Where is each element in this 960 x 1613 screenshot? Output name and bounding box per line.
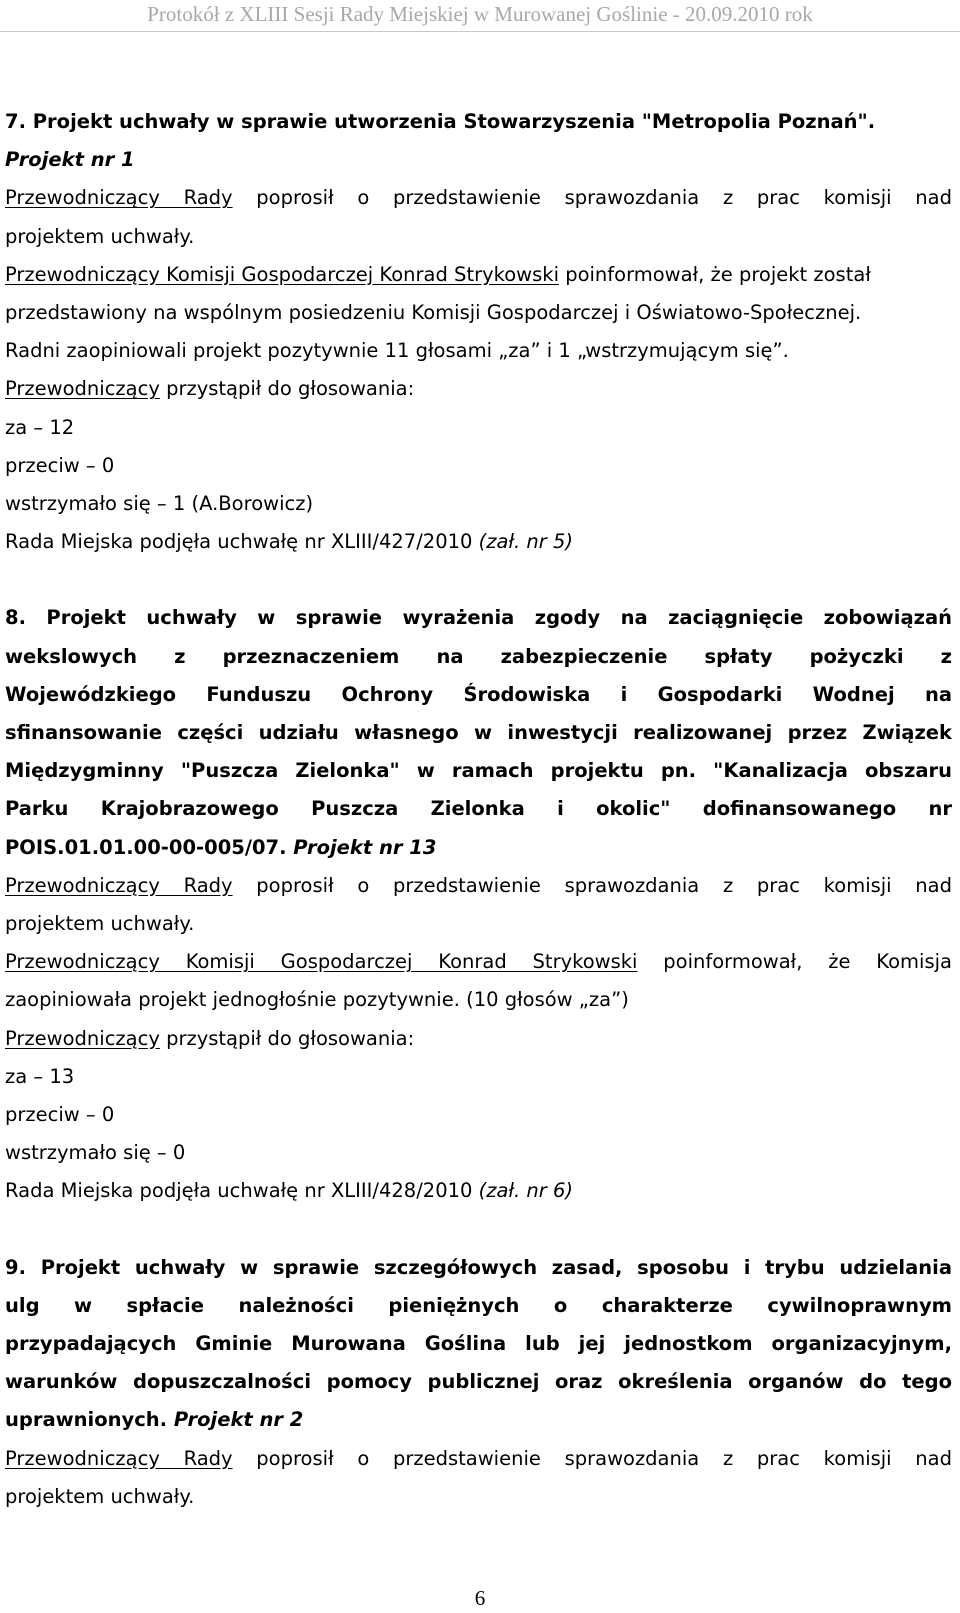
section-7-committee-report-cont: przedstawiony na wspólnym posiedzeniu Komisji Gospodarczej i Oświatowo-Społecznej.	[5, 300, 862, 324]
section-8-heading-line: POIS.01.01.00-00-005/07.	[5, 835, 294, 859]
section-8-vote-for: za – 13	[5, 1064, 75, 1088]
section-7-vote-against: przeciw – 0	[5, 453, 115, 477]
resolution-attachment: (zał. nr 5)	[478, 530, 573, 554]
resolution-text: Rada Miejska podjęła uchwałę nr XLIII/427/2010	[5, 530, 479, 554]
section-9-heading-last	[5, 1401, 952, 1439]
vote-intro-text: przystąpił do głosowania:	[159, 1026, 415, 1050]
spacer	[5, 561, 952, 599]
vote-chair-name: Przewodniczący	[5, 1026, 160, 1050]
section-8-heading-line: Międzygminny "Puszcza Zielonka" w ramach projektu pn. "Kanalizacja obszaru	[5, 759, 952, 783]
section-8-vote-abstain: wstrzymało się – 0	[5, 1141, 186, 1165]
section-8-heading-line: wekslowych z przeznaczeniem na zabezpieczenie spłaty pożyczki z	[5, 644, 952, 668]
section-7-vote-intro	[5, 370, 952, 408]
chair-name: Przewodniczący Rady	[5, 1446, 233, 1470]
section-7-chair-request	[5, 179, 952, 217]
section-8-heading-line: 8. Projekt uchwały w sprawie wyrażenia zgody na zaciągnięcie zobowiązań	[5, 606, 952, 630]
section-8-project-number: Projekt nr 13	[293, 835, 437, 859]
section-8-vote-against: przeciw – 0	[5, 1102, 115, 1126]
page-number: 6	[474, 1586, 486, 1610]
chair-request-text: poprosił o przedstawienie sprawozdania z prac komisji nad	[232, 1446, 952, 1470]
chair-request-text: poprosił o przedstawienie sprawozdania z prac komisji nad	[232, 873, 952, 897]
section-9-chair-request-cont: projektem uchwały.	[5, 1484, 195, 1508]
section-8-committee-report	[5, 943, 952, 981]
page-header: Protokół z XLIII Sesji Rady Miejskiej w Murowanej Goślinie - 20.09.2010 rok	[147, 2, 813, 26]
section-9-heading-line: warunków dopuszczalności pomocy publicznej oraz określenia organów do tego	[5, 1370, 952, 1394]
section-9-heading-line: uprawnionych.	[5, 1408, 174, 1432]
section-8-resolution	[5, 1172, 952, 1210]
resolution-attachment: (zał. nr 6)	[478, 1179, 573, 1203]
chair-request-text: poprosił o przedstawienie sprawozdania z prac komisji nad	[232, 186, 952, 210]
section-9-heading-line: ulg w spłacie należności pieniężnych o charakterze cywilnoprawnym	[5, 1293, 952, 1317]
section-8-heading-line: Parku Krajobrazowego Puszcza Zielonka i okolic" dofinansowanego nr	[5, 797, 952, 821]
section-7-vote-for: za – 12	[5, 415, 75, 439]
vote-chair-name: Przewodniczący	[5, 377, 160, 401]
section-8-chair-request	[5, 867, 952, 905]
section-7-committee-report	[5, 256, 952, 294]
section-7-project-number: Projekt nr 1	[5, 148, 135, 172]
section-8-committee-report-cont: zaopiniowała projekt jednogłośnie pozytywnie. (10 głosów „za”)	[5, 988, 629, 1012]
section-7-chair-request-cont: projektem uchwały.	[5, 224, 195, 248]
chair-name: Przewodniczący Rady	[5, 873, 233, 897]
section-8-vote-intro	[5, 1020, 952, 1058]
spacer	[5, 1210, 952, 1248]
committee-report-text: poinformował, że projekt został	[559, 262, 871, 286]
header-divider	[0, 31, 960, 32]
section-8-heading-line: Wojewódzkiego Funduszu Ochrony Środowiska i Gospodarki Wodnej na	[5, 682, 952, 706]
section-9-heading-line: przypadających Gminie Murowana Goślina lub jej jednostkom organizacyjnym,	[5, 1332, 952, 1355]
section-9-project-number: Projekt nr 2	[173, 1408, 304, 1432]
resolution-text: Rada Miejska podjęła uchwałę nr XLIII/428/2010	[5, 1179, 479, 1203]
section-8-heading-line: sfinansowanie części udziału własnego w inwestycji realizowanej przez Związek	[5, 721, 952, 744]
section-7-heading: 7. Projekt uchwały w sprawie utworzenia Stowarzyszenia "Metropolia Poznań".	[5, 110, 876, 133]
section-7-resolution	[5, 523, 952, 561]
section-9-heading-line: 9. Projekt uchwały w sprawie szczegółowych zasad, sposobu i trybu udzielania	[5, 1255, 952, 1279]
section-7-opinion: Radni zaopiniowali projekt pozytywnie 11 głosami „za” i 1 „wstrzymującym się”.	[5, 339, 789, 363]
section-7-vote-abstain: wstrzymało się – 1 (A.Borowicz)	[5, 491, 314, 515]
vote-intro-text: przystąpił do głosowania:	[159, 377, 415, 401]
committee-chair-name: Przewodniczący Komisji Gospodarczej Konrad Strykowski	[5, 262, 559, 286]
section-9-chair-request	[5, 1440, 952, 1478]
committee-chair-name: Przewodniczący Komisji Gospodarczej Konrad Strykowski	[5, 950, 638, 974]
section-8-chair-request-cont: projektem uchwały.	[5, 911, 195, 935]
document-body	[5, 103, 952, 1516]
committee-report-text: poinformował, że Komisja	[637, 950, 952, 974]
chair-name: Przewodniczący Rady	[5, 186, 233, 210]
section-8-heading-last	[5, 829, 952, 867]
